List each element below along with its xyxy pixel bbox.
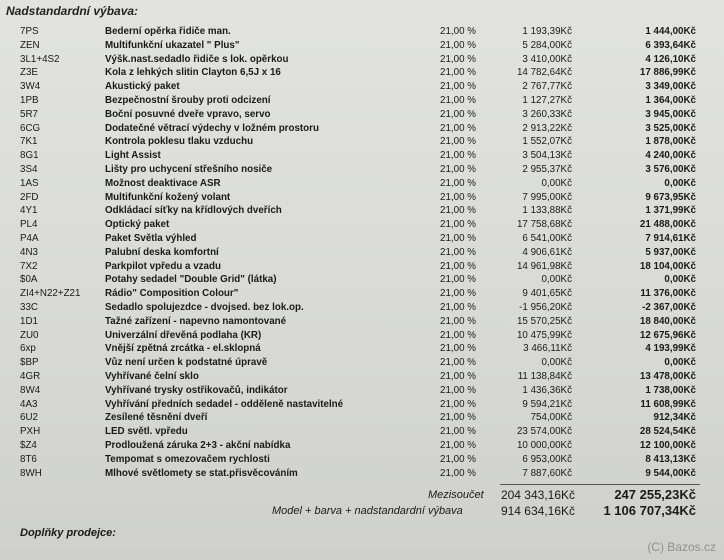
row-net: 1 127,27Kč — [522, 95, 572, 106]
row-net: 10 000,00Kč — [516, 440, 572, 451]
row-code: 8WH — [20, 467, 42, 479]
row-vat: 21,00 % — [440, 357, 476, 369]
table-row — [0, 163, 724, 177]
row-net: 14 961,98Kč — [516, 260, 572, 272]
row-code: 6xp — [20, 343, 36, 355]
total-gross: 1 106 707,34Kč — [603, 503, 696, 518]
table-row — [0, 287, 724, 301]
table-row — [0, 80, 724, 94]
row-vat: 21,00 % — [440, 246, 476, 258]
row-vat: 21,00 % — [440, 426, 476, 438]
row-code: 7PS — [20, 26, 39, 37]
row-desc: Parkpilot vpředu a vzadu — [105, 260, 221, 272]
row-gross: 21 488,00Kč — [639, 219, 696, 231]
row-gross: 3 525,00Kč — [645, 122, 696, 134]
row-gross: 12 100,00Kč — [639, 440, 696, 451]
row-gross: 1 878,00Kč — [645, 136, 696, 148]
row-code: 4A3 — [20, 398, 38, 410]
row-code: 2FD — [20, 191, 39, 203]
row-gross: 3 945,00Kč — [645, 108, 696, 120]
row-vat: 21,00 % — [440, 219, 476, 231]
row-net: 6 953,00Kč — [522, 453, 572, 465]
table-row — [0, 453, 724, 467]
table-row — [0, 25, 724, 39]
row-gross: 18 104,00Kč — [639, 260, 696, 272]
row-net: 754,00Kč — [530, 412, 572, 424]
subtotal-label: Mezisoučet — [428, 489, 484, 501]
row-gross: 7 914,61Kč — [645, 233, 696, 244]
row-net: 2 767,77Kč — [522, 81, 572, 93]
row-net: 9 401,65Kč — [522, 288, 572, 300]
row-vat: 21,00 % — [440, 39, 476, 51]
table-row — [0, 342, 724, 356]
row-gross: 11 608,99Kč — [640, 398, 696, 410]
row-vat: 21,00 % — [440, 384, 476, 396]
row-code: ZEN — [20, 39, 40, 51]
dealer-accessories-heading: Doplňky prodejce: — [20, 527, 116, 539]
row-vat: 21,00 % — [440, 371, 476, 382]
table-row — [0, 439, 724, 453]
row-desc: Lišty pro uchycení střešního nosiče — [105, 164, 273, 175]
row-gross: 4 193,99Kč — [645, 343, 696, 355]
row-code: 33C — [20, 302, 38, 313]
table-row — [0, 218, 724, 232]
table-row — [0, 232, 724, 246]
total-label: Model + barva + nadstandardní výbava — [272, 505, 463, 517]
row-net: 3 260,33Kč — [522, 108, 572, 120]
row-desc: Vnější zpětná zrcátka - el.sklopná — [105, 343, 261, 355]
table-row — [0, 94, 724, 108]
row-gross: 12 675,96Kč — [639, 329, 696, 341]
row-vat: 21,00 % — [440, 467, 476, 479]
row-code: PL4 — [20, 219, 38, 231]
row-gross: 3 349,00Kč — [645, 81, 696, 93]
row-gross: 1 738,00Kč — [645, 384, 696, 396]
row-net: 14 782,64Kč — [516, 67, 572, 79]
row-net: 11 138,84Kč — [517, 371, 572, 382]
row-desc: Zesílené těsnění dveří — [105, 412, 208, 424]
subtotal-gross: 247 255,23Kč — [614, 487, 696, 502]
row-desc: Vyhřívané čelní sklo — [105, 371, 199, 382]
row-vat: 21,00 % — [440, 315, 476, 327]
row-net: 9 594,21Kč — [522, 398, 572, 410]
row-gross: 18 840,00Kč — [639, 315, 696, 327]
row-code: 3W4 — [20, 81, 41, 93]
row-desc: Prodloužená záruka 2+3 - akční nabídka — [105, 440, 291, 451]
row-code: P4A — [20, 233, 39, 244]
row-gross: 17 886,99Kč — [639, 67, 696, 79]
row-desc: Akustický paket — [105, 81, 180, 93]
row-vat: 21,00 % — [440, 329, 476, 341]
table-row — [0, 122, 724, 136]
row-vat: 21,00 % — [440, 440, 476, 451]
row-desc: Univerzální dřevěná podlaha (KR) — [105, 329, 262, 341]
row-vat: 21,00 % — [440, 26, 476, 37]
row-code: 8G1 — [20, 150, 39, 162]
table-row — [0, 370, 724, 384]
row-code: 3L1+4S2 — [20, 53, 60, 65]
row-vat: 21,00 % — [440, 453, 476, 465]
table-row — [0, 108, 724, 122]
row-code: 8T6 — [20, 453, 37, 465]
row-gross: 1 444,00Kč — [645, 26, 696, 37]
row-code: PXH — [20, 426, 41, 438]
table-row — [0, 39, 724, 53]
row-desc: Paket Světla výhled — [105, 233, 197, 244]
table-row — [0, 384, 724, 398]
row-gross: 28 524,54Kč — [639, 426, 696, 438]
row-gross: 1 371,99Kč — [645, 205, 696, 217]
table-row — [0, 177, 724, 191]
row-net: 6 541,00Kč — [522, 233, 572, 244]
row-vat: 21,00 % — [440, 164, 476, 175]
row-vat: 21,00 % — [440, 274, 476, 286]
row-gross: 8 413,13Kč — [645, 453, 696, 465]
row-net: 2 913,22Kč — [522, 122, 572, 134]
row-code: Z3E — [20, 67, 38, 79]
total-row — [0, 503, 724, 519]
row-code: ZI4+N22+Z21 — [20, 288, 81, 300]
table-row — [0, 315, 724, 329]
table-row — [0, 53, 724, 67]
row-net: 7 995,00Kč — [522, 191, 572, 203]
table-row — [0, 260, 724, 274]
table-row — [0, 66, 724, 80]
row-net: 2 955,37Kč — [522, 164, 572, 175]
table-row — [0, 467, 724, 481]
row-net: -1 956,20Kč — [519, 302, 572, 313]
total-net: 914 634,16Kč — [500, 504, 575, 518]
row-code: 4N3 — [20, 246, 38, 258]
row-vat: 21,00 % — [440, 81, 476, 93]
row-net: 5 284,00Kč — [522, 39, 572, 51]
row-desc: Multifunkční ukazatel " Plus" — [105, 39, 240, 51]
row-gross: 912,34Kč — [653, 412, 696, 424]
row-net: 23 574,00Kč — [516, 426, 572, 438]
table-row — [0, 191, 724, 205]
table-row — [0, 356, 724, 370]
table-row — [0, 135, 724, 149]
row-net: 1 193,39Kč — [522, 26, 572, 37]
row-vat: 21,00 % — [440, 177, 476, 189]
row-gross: 11 376,00Kč — [640, 288, 696, 300]
row-net: 1 552,07Kč — [522, 136, 572, 148]
row-gross: 0,00Kč — [664, 274, 696, 286]
row-desc: Kola z lehkých slitin Clayton 6,5J x 16 — [105, 67, 281, 79]
row-desc: Vyhřívané trysky ostřikovačů, indikátor — [105, 384, 288, 396]
row-net: 1 436,36Kč — [522, 384, 572, 396]
row-gross: 9 673,95Kč — [645, 191, 696, 203]
table-row — [0, 301, 724, 315]
row-code: $Z4 — [20, 440, 37, 451]
row-code: 6CG — [20, 122, 41, 134]
row-gross: 5 937,00Kč — [645, 246, 696, 258]
row-desc: Boční posuvné dveře vpravo, servo — [105, 108, 271, 120]
row-code: 8W4 — [20, 384, 41, 396]
row-desc: Optický paket — [105, 219, 170, 231]
row-gross: 4 240,00Kč — [645, 150, 696, 162]
row-desc: Tempomat s omezovačem rychlosti — [105, 453, 270, 465]
subtotal-rule — [500, 484, 700, 485]
row-code: 1PB — [20, 95, 39, 106]
row-gross: -2 367,00Kč — [642, 302, 696, 313]
row-vat: 21,00 % — [440, 260, 476, 272]
row-vat: 21,00 % — [440, 288, 476, 300]
row-vat: 21,00 % — [440, 398, 476, 410]
row-net: 15 570,25Kč — [516, 315, 572, 327]
row-vat: 21,00 % — [440, 233, 476, 244]
row-vat: 21,00 % — [440, 122, 476, 134]
row-vat: 21,00 % — [440, 67, 476, 79]
row-vat: 21,00 % — [440, 191, 476, 203]
table-row — [0, 273, 724, 287]
row-code: 4GR — [20, 371, 41, 382]
row-code: 1AS — [20, 177, 39, 189]
row-gross: 4 126,10Kč — [645, 53, 696, 65]
row-vat: 21,00 % — [440, 302, 476, 313]
subtotal-row — [0, 487, 724, 503]
row-code: 6U2 — [20, 412, 38, 424]
row-desc: Odkládací síťky na křídlových dveřích — [105, 205, 282, 217]
row-desc: Možnost deaktivace ASR — [105, 177, 221, 189]
row-vat: 21,00 % — [440, 343, 476, 355]
row-desc: Multifunkční kožený volant — [105, 191, 231, 203]
row-desc: Kontrola poklesu tlaku vzduchu — [105, 136, 254, 148]
row-vat: 21,00 % — [440, 205, 476, 217]
row-vat: 21,00 % — [440, 412, 476, 424]
row-desc: Tažné zařízení - napevno namontované — [105, 315, 287, 327]
row-net: 0,00Kč — [541, 357, 572, 369]
row-net: 3 504,13Kč — [522, 150, 572, 162]
row-code: 7K1 — [20, 136, 38, 148]
row-desc: Vyhřívání předních sedadel - odděleně nastavitelné — [105, 398, 344, 410]
row-code: ZU0 — [20, 329, 39, 341]
row-net: 1 133,88Kč — [522, 205, 572, 217]
row-net: 10 475,99Kč — [516, 329, 572, 341]
row-desc: Potahy sedadel "Double Grid" (látka) — [105, 274, 277, 286]
row-gross: 13 478,00Kč — [639, 371, 696, 382]
section-heading: Nadstandardní výbava: — [6, 4, 139, 18]
row-desc: Palubní deska komfortní — [105, 246, 219, 258]
row-code: $0A — [20, 274, 38, 286]
row-vat: 21,00 % — [440, 108, 476, 120]
row-gross: 9 544,00Kč — [645, 467, 696, 479]
row-desc: Rádio" Composition Colour" — [105, 288, 239, 300]
row-gross: 0,00Kč — [664, 357, 696, 369]
row-code: 1D1 — [20, 315, 38, 327]
row-desc: Výšk.nast.sedadlo řidiče s lok. opěrkou — [105, 53, 289, 65]
row-desc: Light Assist — [105, 150, 161, 162]
table-row — [0, 425, 724, 439]
row-vat: 21,00 % — [440, 136, 476, 148]
row-desc: Bezpečnostní šrouby proti odcizení — [105, 95, 271, 106]
table-row — [0, 246, 724, 260]
row-code: $BP — [20, 357, 39, 369]
row-net: 17 758,68Kč — [516, 219, 572, 231]
table-row — [0, 149, 724, 163]
row-net: 3 410,00Kč — [522, 53, 572, 65]
row-desc: Vůz není určen k podstatné úpravě — [105, 357, 268, 369]
row-net: 4 906,61Kč — [522, 246, 572, 258]
row-net: 7 887,60Kč — [522, 467, 572, 479]
row-desc: Dodatečné větrací výdechy v ložném prostoru — [105, 122, 319, 134]
table-row — [0, 411, 724, 425]
row-gross: 0,00Kč — [664, 177, 696, 189]
row-gross: 6 393,64Kč — [645, 39, 696, 51]
row-desc: Sedadlo spolujezdce - dvojsed. bez lok.op. — [105, 302, 304, 313]
watermark: (C) Bazos.cz — [647, 540, 716, 554]
row-vat: 21,00 % — [440, 53, 476, 65]
row-net: 0,00Kč — [541, 177, 572, 189]
row-vat: 21,00 % — [440, 150, 476, 162]
table-row — [0, 398, 724, 412]
row-gross: 1 364,00Kč — [645, 95, 696, 106]
row-desc: LED světl. vpředu — [105, 426, 188, 438]
table-row — [0, 329, 724, 343]
row-code: 4Y1 — [20, 205, 38, 217]
row-net: 3 466,11Kč — [523, 343, 572, 355]
row-desc: Mlhové světlomety se stat.přisvěcováním — [105, 467, 298, 479]
row-desc: Bederní opěrka řidiče man. — [105, 26, 231, 37]
row-code: 3S4 — [20, 164, 38, 175]
row-net: 0,00Kč — [541, 274, 572, 286]
row-gross: 3 576,00Kč — [645, 164, 696, 175]
table-row — [0, 204, 724, 218]
row-code: 5R7 — [20, 108, 38, 120]
row-code: 7X2 — [20, 260, 38, 272]
subtotal-net: 204 343,16Kč — [500, 488, 575, 502]
row-vat: 21,00 % — [440, 95, 476, 106]
